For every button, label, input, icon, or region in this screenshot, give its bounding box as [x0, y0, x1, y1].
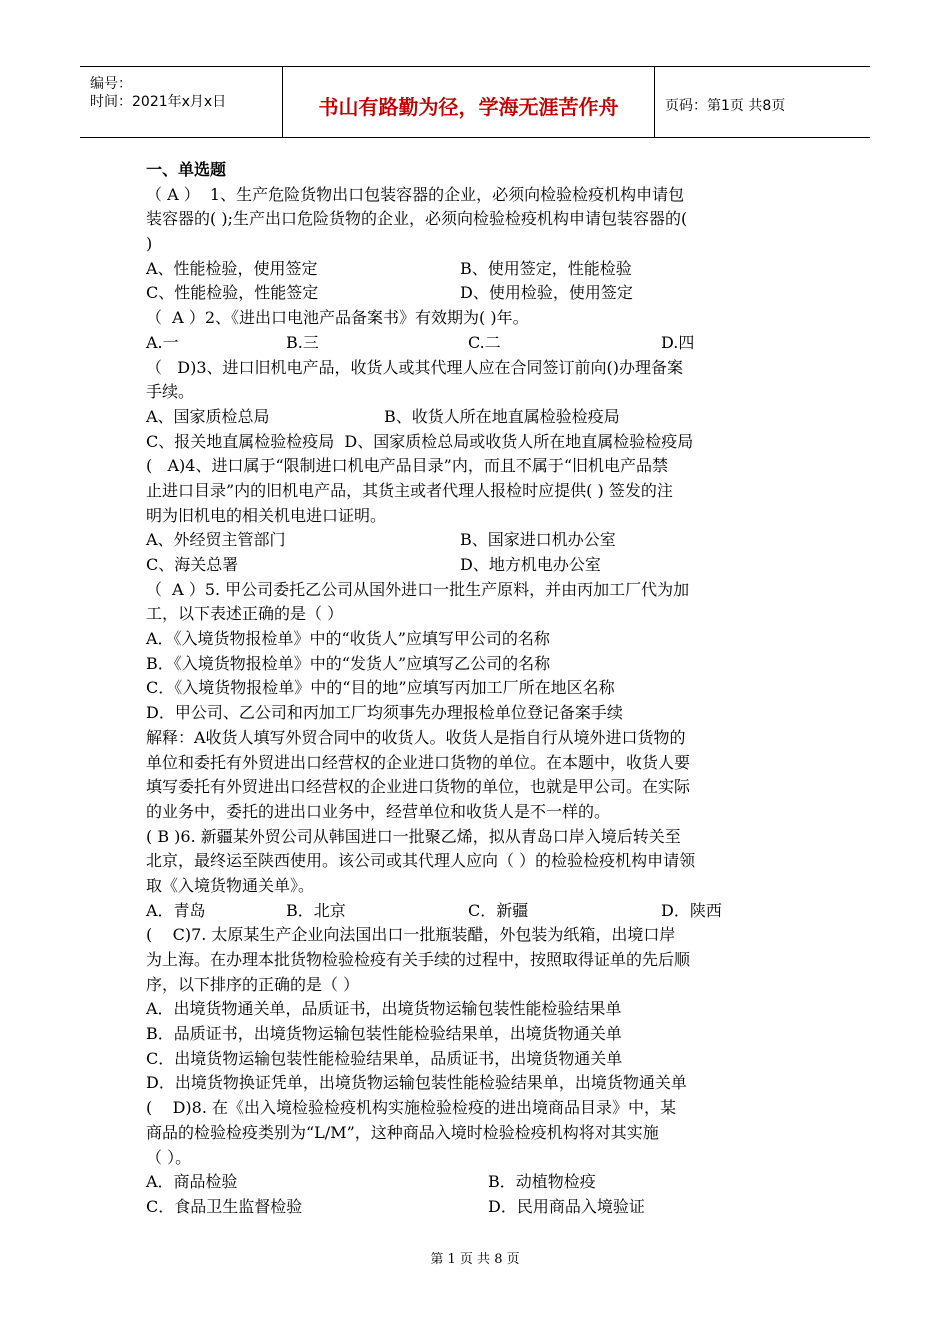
- option-text: C．新疆: [468, 900, 529, 920]
- text-line: A．出境货物通关单，品质证书，出境货物运输包装性能检验结果单: [146, 999, 622, 1019]
- option-text: B、国家进口机办公室: [460, 530, 616, 550]
- text-line: （ A ） 1、生产危险货物出口包装容器的企业，必须向检验检疫机构申请包: [146, 184, 685, 204]
- text-line: ( A)4、进口属于“限制进口机电产品目录”内，而且不属于“旧机电产品禁: [146, 456, 669, 476]
- text-line: 解释：A收货人填写外贸合同中的收货人。收货人是指自行从境外进口货物的: [146, 727, 686, 747]
- option-row: [146, 553, 806, 578]
- document-body: [146, 158, 806, 1220]
- option-text: B．动植物检疫: [488, 1172, 596, 1192]
- text-line: （ D)3、进口旧机电产品，收货人或其代理人应在合同签订前向()办理备案: [146, 357, 683, 377]
- text-line: C、报关地直属检验检疫局 D、国家质检总局或收货人所在地直属检验检疫局: [146, 431, 694, 451]
- text-line: 单位和委托有外贸进出口经营权的企业进口货物的单位。在本题中，收货人要: [146, 752, 691, 772]
- text-line: 止进口目录”内的旧机电产品，其货主或者代理人报检时应提供( ) 签发的注: [146, 480, 673, 500]
- text-line: C．《入境货物报检单》中的“目的地”应填写丙加工厂所在地区名称: [146, 678, 615, 698]
- option-text: C.二: [468, 332, 501, 352]
- option-text: C、海关总署: [146, 555, 239, 574]
- header-page-cell: [655, 67, 870, 137]
- text-line: A．《入境货物报检单》中的“收货人”应填写甲公司的名称: [146, 629, 550, 649]
- text-line: ( D)8. 在《出入境检验检疫机构实施检验检疫的进出境商品目录》中，某: [146, 1098, 677, 1118]
- page-header: [80, 66, 870, 138]
- option-row: [146, 405, 806, 430]
- option-text: A．商品检验: [146, 1172, 238, 1192]
- page-footer: 第 1 页 共 8 页: [430, 1252, 520, 1267]
- option-text: C、性能检验，性能签定: [146, 283, 319, 303]
- text-line: 为上海。在办理本批货物检验检疫有关手续的过程中，按照取得证单的先后顺: [146, 950, 691, 969]
- option-row: [146, 1195, 806, 1220]
- text-line: D．甲公司、乙公司和丙加工厂均须事先办理报检单位登记备案手续: [146, 703, 623, 723]
- text-line: ( C)7. 太原某生产企业向法国出口一批瓶装醋，外包装为纸箱，出境口岸: [146, 925, 676, 945]
- text-line: 装容器的( );生产出口危险货物的企业，必须向检验检疫机构申请包装容器的(: [146, 209, 688, 229]
- option-row: [146, 331, 806, 356]
- option-text: B、使用签定，性能检验: [460, 258, 632, 278]
- option-text: D．民用商品入境验证: [488, 1196, 645, 1216]
- option-text: A、外经贸主管部门: [146, 530, 286, 550]
- text-line: D．出境货物换证凭单，出境货物运输包装性能检验结果单，出境货物通关单: [146, 1073, 687, 1093]
- option-text: D、地方机电办公室: [460, 555, 601, 574]
- option-text: D、使用检验，使用签定: [460, 283, 633, 303]
- header-info-cell: [80, 67, 283, 137]
- option-row: [146, 281, 806, 306]
- option-text: A．青岛: [146, 900, 206, 920]
- option-text: D.四: [661, 332, 695, 352]
- document-date-label: 时间：2021年x月x日: [90, 94, 227, 110]
- text-line: 取《入境货物通关单》。: [146, 875, 315, 895]
- text-line: 商品的检验检疫类别为“L/M”，这种商品入境时检验检疫机构将对其实施: [146, 1122, 659, 1142]
- header-motto-cell: [283, 67, 655, 137]
- text-line: B．品质证书，出境货物运输包装性能检验结果单，出境货物通关单: [146, 1024, 622, 1044]
- option-text: B.三: [286, 332, 319, 352]
- option-text: C．食品卫生监督检验: [146, 1196, 303, 1216]
- option-row: [146, 1170, 806, 1195]
- text-line: ): [146, 234, 153, 254]
- text-line: B．《入境货物报检单》中的“发货人”应填写乙公司的名称: [146, 653, 551, 673]
- text-line: 工，以下表述正确的是（ ）: [146, 604, 344, 624]
- option-text: A、性能检验，使用签定: [146, 258, 318, 278]
- option-row: [146, 528, 806, 553]
- option-text: B．北京: [286, 900, 346, 920]
- header-page-info: 页码：第1页 共8页: [665, 98, 786, 114]
- text-line: 明为旧机电的相关机电进口证明。: [146, 505, 387, 525]
- text-line: 填写委托有外贸进出口经营权的企业进口货物的单位，也就是甲公司。在实际: [146, 777, 691, 797]
- text-line: 手续。: [146, 382, 195, 402]
- option-text: B、收货人所在地直属检验检疫局: [384, 406, 620, 426]
- section-title: 一、单选题: [146, 160, 227, 179]
- text-line: C．出境货物运输包装性能检验结果单，品质证书，出境货物通关单: [146, 1048, 623, 1068]
- text-line: 的业务中，委托的进出口业务中，经营单位和收货人是不一样的。: [146, 801, 611, 821]
- option-text: A、国家质检总局: [146, 406, 270, 426]
- text-line: （ A ）5. 甲公司委托乙公司从国外进口一批生产原料，并由丙加工厂代为加: [146, 579, 690, 599]
- option-row: [146, 899, 806, 924]
- option-text: A.一: [146, 332, 179, 352]
- text-line: 北京，最终运至陕西使用。该公司或其代理人应向（ ）的检验检疫机构申请领: [146, 851, 696, 871]
- document-number-label: 编号：: [90, 76, 132, 92]
- text-line: （ A ）2、《进出口电池产品备案书》有效期为( )年。: [146, 308, 529, 328]
- text-line: （ ）。: [146, 1147, 192, 1167]
- text-line: ( B )6. 新疆某外贸公司从韩国进口一批聚乙烯，拟从青岛口岸入境后转关至: [146, 826, 681, 846]
- header-motto: 书山有路勤为径，学海无涯苦作舟: [318, 95, 619, 119]
- text-line: 序，以下排序的正确的是（ ）: [146, 974, 360, 994]
- option-row: [146, 257, 806, 282]
- option-text: D．陕西: [661, 900, 722, 920]
